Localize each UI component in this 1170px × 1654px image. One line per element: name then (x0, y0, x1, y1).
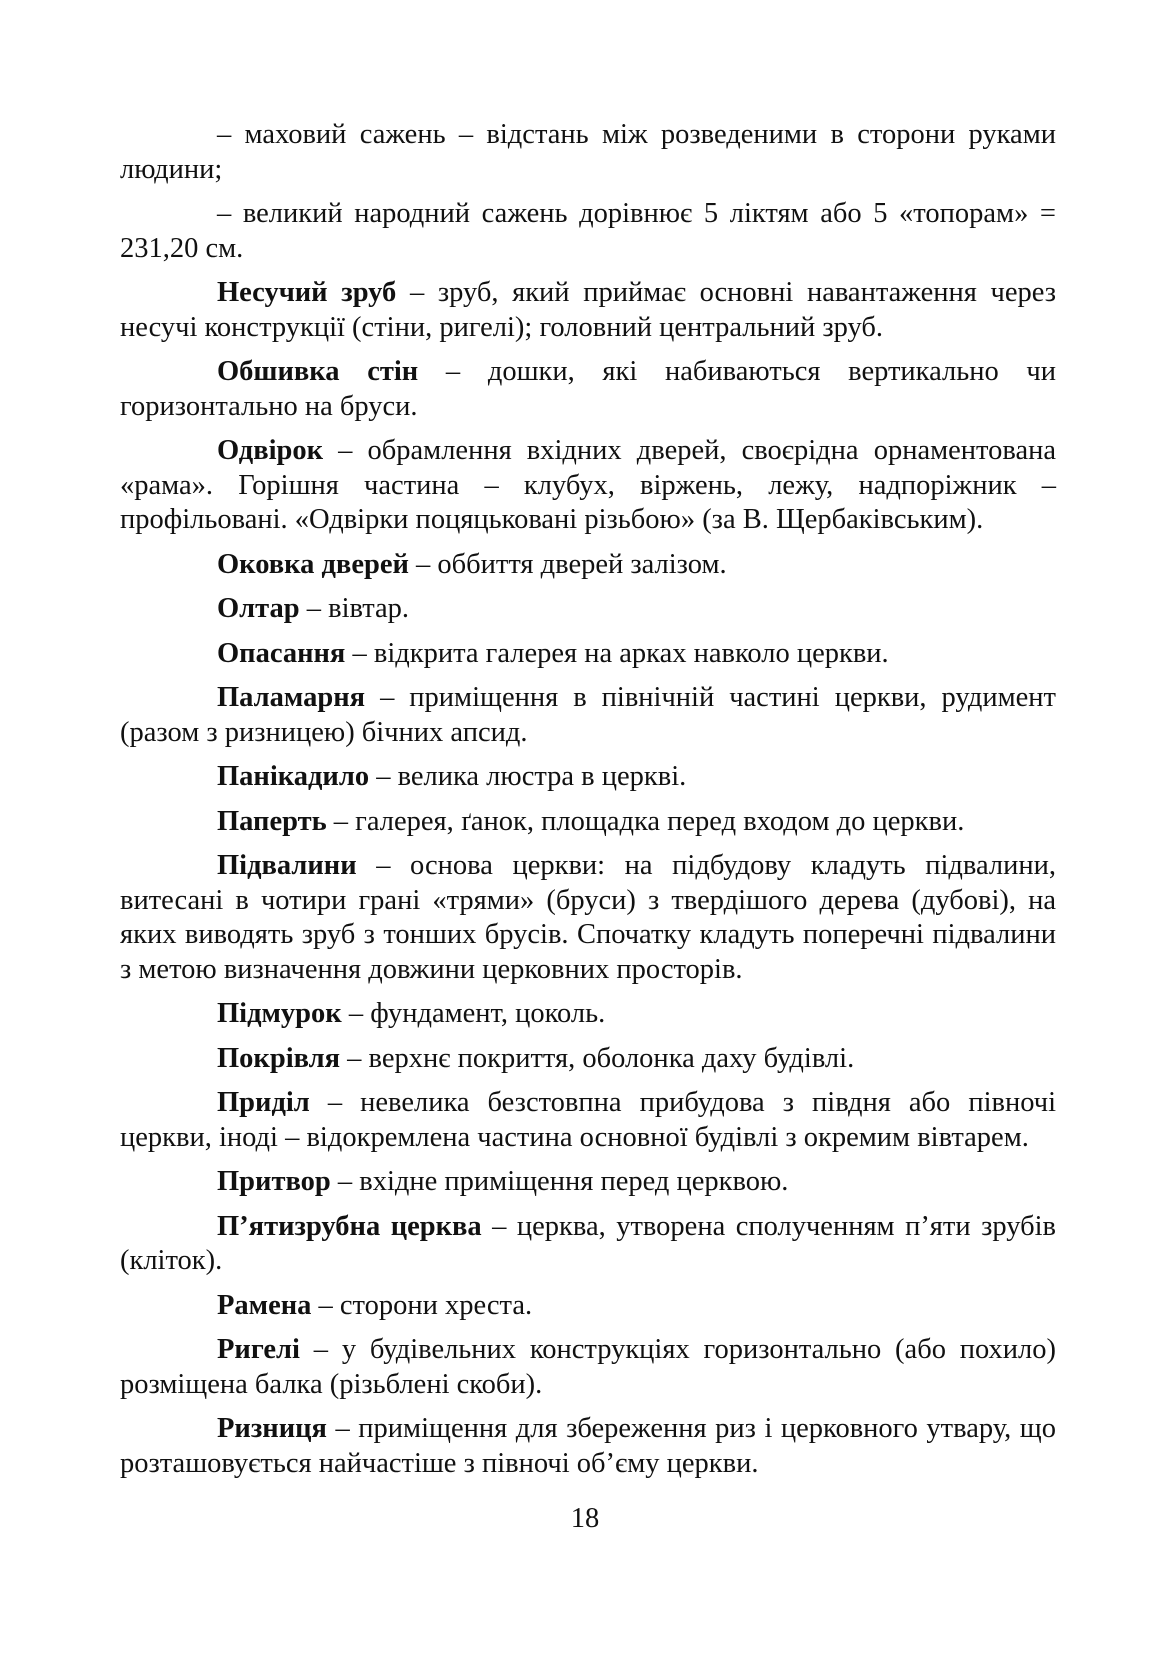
entry-definition: – приміщення в північній частині церкви, рудимент (разом з ризницею) бічних апсид. (120, 682, 1056, 748)
glossary-entry (120, 997, 1056, 1032)
text-continuation (120, 118, 1056, 187)
glossary-entry (120, 681, 1056, 750)
glossary-entry (120, 1086, 1056, 1155)
entry-term: Одвірок (217, 435, 324, 466)
glossary-entry (120, 434, 1056, 538)
entry-definition: – сторони хреста. (311, 1289, 533, 1321)
glossary-entry (120, 760, 1056, 795)
entry-term: Паперть (217, 805, 327, 837)
page-number: 18 (570, 1503, 600, 1534)
entry-definition: – зруб, який приймає основні навантаження через несучі конструкції (стіни, ригелі); головний центральний зруб. (120, 277, 1056, 343)
glossary-entry (120, 355, 1056, 424)
entry-term: Олтар (217, 593, 300, 624)
entry-term: Несучий зруб (217, 277, 397, 308)
entry-definition: – основа церкви: на підбудову кладуть підвалини, витесані в чотири грані «трями» (бруси) з твердішого дерева (дубові), на яких виводять зруб з тонших брусів. Спочатку кладуть поперечні підвалини з метою визначення довжини церковних просторів. (120, 850, 1056, 985)
glossary-entry (120, 637, 1056, 672)
glossary-entry (120, 276, 1056, 345)
entry-term: Підмурок (217, 998, 342, 1029)
entry-term: Підвалини (217, 850, 357, 881)
entry-definition: – верхнє покриття, оболонка даху будівлі. (340, 1042, 855, 1074)
glossary-entry (120, 1333, 1056, 1402)
entry-text: – великий народний сажень дорівнює 5 ліктям або 5 «топорам» = 231,20 см. (120, 198, 1056, 264)
entry-term: Притвор (217, 1166, 331, 1197)
entry-definition: – приміщення для збереження риз і церковного утвару, що розташовується найчастіше з півночі об’єму церкви. (120, 1413, 1056, 1479)
entry-definition: – невелика безстовпна прибудова з півдня або півночі церкви, іноді – відокремлена частина основної будівлі з окремим вівтарем. (120, 1087, 1056, 1153)
glossary-entry (120, 592, 1056, 627)
entry-definition: – велика люстра в церкві. (369, 761, 687, 792)
text-continuation (120, 197, 1056, 266)
glossary-entry (120, 1042, 1056, 1077)
entry-definition: – галерея, ґанок, площадка перед входом до церкви. (326, 805, 965, 837)
entry-term: П’ятизрубна церква (217, 1210, 482, 1242)
entry-definition: – обрамлення вхідних дверей, своєрідна орнаментована «рама». Горішня частина – клубух, віржень, лежу, надпоріжник – профільовані. «Одвірки поцяцьковані різьбою» (за В. Щербаківським). (120, 435, 1056, 535)
entry-term: Ризниця (217, 1413, 327, 1444)
entry-definition: – вівтар. (299, 593, 410, 624)
glossary-entry (120, 1210, 1056, 1279)
entry-definition: – відкрита галерея на арках навколо церкви. (345, 637, 889, 669)
glossary-entry (120, 1289, 1056, 1324)
entry-text: – маховий сажень – відстань між розведеними в сторони руками людини; (120, 119, 1056, 185)
entry-term: Обшивка стін (217, 356, 419, 387)
entry-term: Ригелі (217, 1334, 300, 1365)
entry-definition: – у будівельних конструкціях горизонтально (або похило) розміщена балка (різьблені скоби). (120, 1334, 1056, 1400)
entry-term: Опасання (217, 637, 346, 669)
glossary-entry (120, 1412, 1056, 1481)
glossary-entry (120, 849, 1056, 987)
glossary-entry (120, 805, 1056, 840)
glossary-entry (120, 548, 1056, 583)
entry-term: Оковка дверей (217, 548, 409, 580)
entry-definition: – фундамент, цоколь. (341, 998, 606, 1029)
entry-term: Приділ (217, 1087, 310, 1118)
entry-definition: – дошки, які набиваються вертикально чи горизонтально на бруси. (120, 356, 1056, 422)
entry-definition: – вхідне приміщення перед церквою. (330, 1166, 789, 1197)
entry-term: Паламарня (217, 682, 366, 713)
page-body (120, 118, 1056, 1491)
entry-definition: – церква, утворена сполученням п’яти зрубів (кліток). (120, 1210, 1056, 1276)
entry-definition: – оббиття дверей залізом. (408, 548, 727, 580)
glossary-entry (120, 1165, 1056, 1200)
entry-term: Рамена (217, 1289, 312, 1321)
entry-term: Покрівля (217, 1042, 341, 1074)
entry-term: Панікадило (217, 761, 370, 792)
